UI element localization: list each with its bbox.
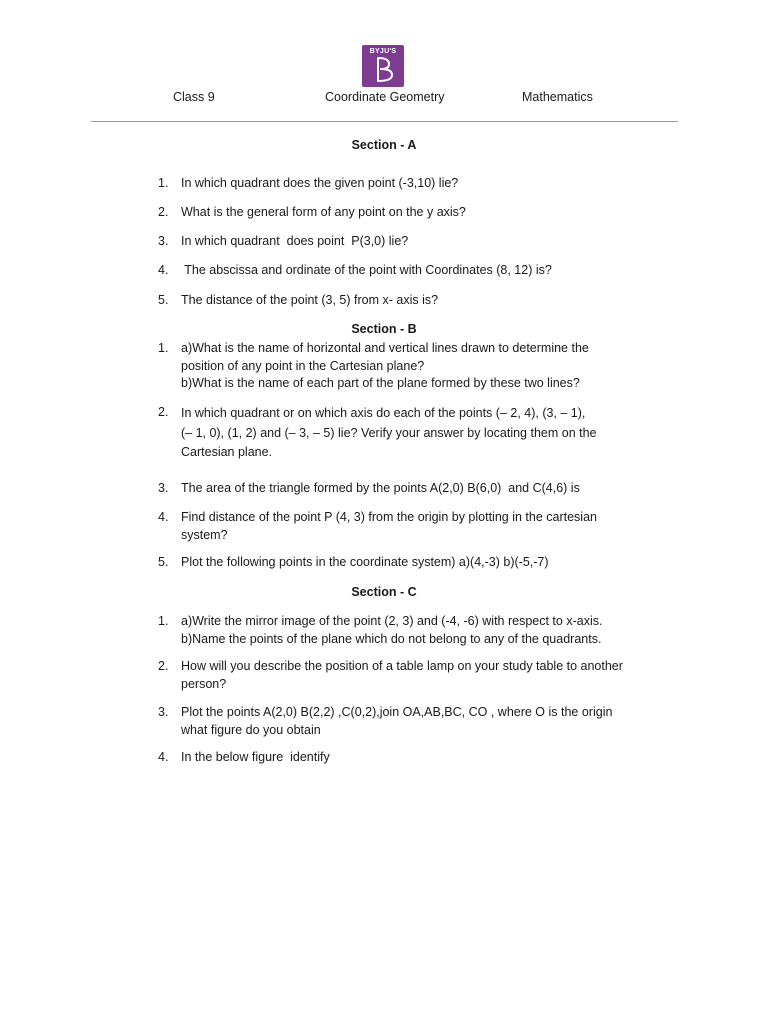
question-text: Plot the points A(2,0) B(2,2) ,C(0,2),join OA,AB,BC, CO , where O is the origin (181, 705, 613, 719)
logo-text: BYJU'S (369, 48, 397, 55)
header-topic: Coordinate Geometry (325, 90, 445, 104)
question-text: Find distance of the point P (4, 3) from the origin by plotting in the cartesian (181, 510, 597, 524)
question-text: Cartesian plane. (181, 445, 273, 459)
question-text: a)Write the mirror image of the point (2, 3) and (-4, -6) with respect to x-axis. (181, 614, 603, 628)
section-c-title: Section - C (351, 585, 417, 599)
question-number: 4. (158, 263, 169, 277)
question-text: b)Name the points of the plane which do not belong to any of the quadrants. (181, 631, 602, 646)
question-text: Plot the following points in the coordinate system) a)(4,-3) b)(-5,-7) (181, 555, 549, 569)
question-text: The area of the triangle formed by the points A(2,0) B(6,0) and C(4,6) is (181, 481, 580, 495)
b-letter-icon (362, 45, 404, 87)
byjus-logo (362, 45, 404, 87)
question-number: 4. (158, 750, 169, 764)
question-text: How will you describe the position of a table lamp on your study table to another (181, 659, 623, 673)
section-b-title: Section - B (351, 322, 417, 336)
question-text: what figure do you obtain (181, 722, 321, 737)
question-text: The abscissa and ordinate of the point with Coordinates (8, 12) is? (181, 263, 552, 277)
section-a-title: Section - A (351, 138, 417, 152)
question-number: 3. (158, 234, 169, 248)
question-text: In which quadrant does point P(3,0) lie? (181, 234, 409, 248)
question-text: b)What is the name of each part of the plane formed by these two lines? (181, 376, 580, 390)
question-number: 5. (158, 293, 169, 307)
question-number: 3. (158, 481, 169, 495)
question-text: In the below figure identify (181, 750, 330, 764)
question-number: 2. (158, 205, 169, 219)
header-divider (91, 121, 678, 122)
question-number: 5. (158, 555, 169, 569)
question-text: a)What is the name of horizontal and vertical lines drawn to determine the (181, 341, 589, 355)
question-text: person? (181, 676, 227, 691)
question-number: 1. (158, 341, 169, 355)
header-subject: Mathematics (522, 90, 593, 104)
header-class: Class 9 (173, 90, 215, 104)
question-number: 1. (158, 614, 169, 628)
question-number: 2. (158, 405, 169, 419)
question-text: In which quadrant does the given point (-3,10) lie? (181, 176, 459, 190)
question-text: system? (181, 527, 228, 542)
question-text: The distance of the point (3, 5) from x- axis is? (181, 293, 439, 307)
question-number: 1. (158, 176, 169, 190)
question-text: In which quadrant or on which axis do each of the points (– 2, 4), (3, – 1), (181, 406, 586, 420)
question-number: 2. (158, 659, 169, 673)
question-text: position of any point in the Cartesian plane? (181, 358, 425, 373)
question-number: 3. (158, 705, 169, 719)
question-text: What is the general form of any point on the y axis? (181, 205, 466, 219)
question-text: (– 1, 0), (1, 2) and (– 3, – 5) lie? Verify your answer by locating them on the (181, 425, 597, 440)
question-number: 4. (158, 510, 169, 524)
